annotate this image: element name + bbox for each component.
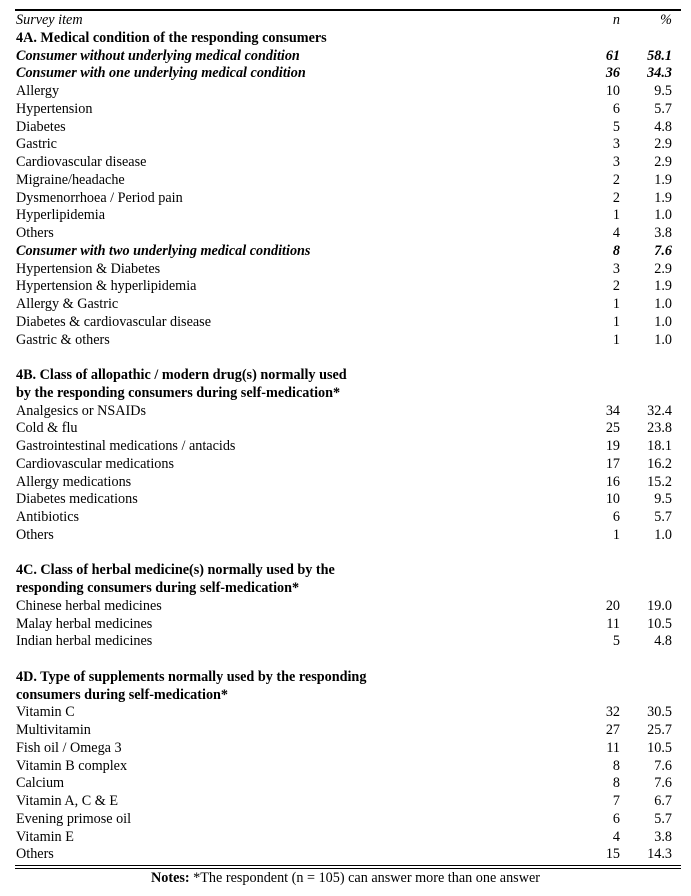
item-label: Diabetes medications xyxy=(16,491,138,508)
table-row xyxy=(16,456,680,474)
count-cell: 8 xyxy=(612,242,620,259)
item-label: Vitamin A, C & E xyxy=(16,793,119,809)
item-label: 4D. Type of supplements normally used by the responding xyxy=(16,668,367,685)
count-cell: 8 xyxy=(612,757,620,774)
table-row xyxy=(16,633,680,651)
notes-label: Notes: xyxy=(151,870,190,886)
count-cell: 6 xyxy=(612,810,620,827)
item-label: Vitamin E xyxy=(16,828,74,845)
table-row xyxy=(16,829,680,847)
percent-cell: 3.8 xyxy=(654,225,672,241)
count-cell xyxy=(586,669,620,687)
percent-cell: 32.4 xyxy=(647,402,672,419)
count-cell: 1 xyxy=(612,331,620,348)
percent-cell xyxy=(620,562,680,580)
item-label: Malay herbal medicines xyxy=(16,615,153,632)
spacer-cell xyxy=(16,349,680,367)
count-cell: 16 xyxy=(605,473,620,490)
percent-cell: 5.7 xyxy=(654,810,672,827)
section-heading-row xyxy=(16,562,680,580)
count-cell: 8 xyxy=(612,775,620,792)
count-cell: 20 xyxy=(605,597,620,614)
table-row xyxy=(16,261,680,279)
table-row xyxy=(16,296,680,314)
percent-cell: 23.8 xyxy=(647,420,672,437)
percent-cell: 5.7 xyxy=(654,100,672,117)
count-cell: 19 xyxy=(605,438,620,454)
table-notes xyxy=(0,869,691,887)
count-cell: 17 xyxy=(605,455,620,472)
count-cell: 4 xyxy=(612,225,620,241)
spacer-cell xyxy=(16,545,680,563)
percent-cell: 58.1 xyxy=(647,47,672,64)
percent-cell: 30.5 xyxy=(647,704,672,721)
count-cell: 2 xyxy=(612,189,620,206)
item-label: Analgesics or NSAIDs xyxy=(16,402,147,419)
count-cell: 25 xyxy=(605,420,620,437)
count-cell: 1 xyxy=(612,296,620,312)
count-cell: 7 xyxy=(612,793,620,809)
count-cell xyxy=(586,687,620,705)
table-row xyxy=(16,225,680,243)
percent-cell: 9.5 xyxy=(654,491,672,508)
table-row xyxy=(16,136,680,154)
item-label: Allergy xyxy=(16,83,60,99)
notes-text: *The respondent (n = 105) can answer more than one answer xyxy=(193,870,540,886)
section-heading-row xyxy=(16,385,680,403)
percent-cell: 1.9 xyxy=(654,171,672,188)
percent-cell: 18.1 xyxy=(647,438,672,454)
table-row xyxy=(16,438,680,456)
count-cell xyxy=(586,580,620,598)
count-cell: 32 xyxy=(605,704,620,721)
item-label: Hypertension xyxy=(16,100,93,117)
count-cell: 34 xyxy=(605,402,620,419)
percent-cell: 1.0 xyxy=(654,296,672,312)
table-row xyxy=(16,704,680,722)
table-row xyxy=(16,811,680,829)
count-cell: 5 xyxy=(612,118,620,135)
count-cell: 3 xyxy=(612,260,620,277)
table-row xyxy=(16,207,680,225)
table-row xyxy=(16,474,680,492)
section-heading-row xyxy=(16,367,680,385)
percent-cell: 9.5 xyxy=(654,83,672,99)
item-label: Cardiovascular disease xyxy=(16,154,147,170)
item-label: Consumer with two underlying medical conditions xyxy=(16,242,311,259)
item-label: Hypertension & Diabetes xyxy=(16,260,161,277)
table-row xyxy=(16,793,680,811)
item-label: Diabetes xyxy=(16,118,66,135)
item-label: Calcium xyxy=(16,775,65,792)
count-cell: 11 xyxy=(606,615,620,632)
table-bottom-rule xyxy=(15,865,681,866)
count-cell: 6 xyxy=(612,509,620,525)
percent-cell: 3.8 xyxy=(654,828,672,845)
table-header-row xyxy=(16,12,680,30)
percent-cell: 1.0 xyxy=(654,313,672,330)
percent-cell: 2.9 xyxy=(654,136,672,153)
table-row xyxy=(16,527,680,545)
item-label: Migraine/headache xyxy=(16,171,125,188)
table-row xyxy=(16,616,680,634)
count-cell: 11 xyxy=(606,739,620,756)
item-label: Others xyxy=(16,846,54,863)
item-label: 4C. Class of herbal medicine(s) normally used by the xyxy=(16,562,335,579)
count-cell: 5 xyxy=(612,633,620,650)
table-body xyxy=(16,12,680,864)
count-cell: 3 xyxy=(612,154,620,170)
percent-cell: 2.9 xyxy=(654,260,672,277)
section-heading-row xyxy=(16,30,680,48)
percent-cell: 1.9 xyxy=(654,189,672,206)
percent-cell xyxy=(620,367,680,385)
count-cell: 10 xyxy=(605,83,620,99)
section-heading-row xyxy=(16,687,680,705)
count-cell: 15 xyxy=(605,846,620,863)
table-row xyxy=(16,278,680,296)
item-label: consumers during self-medication* xyxy=(16,686,229,703)
percent-cell: 7.6 xyxy=(654,242,672,259)
table-row xyxy=(16,172,680,190)
percent-cell xyxy=(620,30,680,48)
spacer-cell xyxy=(16,651,680,669)
table-row xyxy=(16,420,680,438)
percent-cell: 34.3 xyxy=(647,65,672,82)
count-cell: 4 xyxy=(612,828,620,845)
count-cell: 2 xyxy=(612,171,620,188)
percent-cell: 5.7 xyxy=(654,509,672,525)
spacer-row xyxy=(16,545,680,563)
item-label: by the responding consumers during self-medication* xyxy=(16,384,341,401)
count-cell: 27 xyxy=(605,722,620,738)
count-cell: 10 xyxy=(605,491,620,508)
item-label: Consumer with one underlying medical condition xyxy=(16,65,306,82)
item-label: Chinese herbal medicines xyxy=(16,597,162,614)
item-label: Gastrointestinal medications / antacids xyxy=(16,438,236,454)
item-label: Cardiovascular medications xyxy=(16,455,174,472)
table-row xyxy=(16,119,680,137)
percent-cell: 1.9 xyxy=(654,278,672,295)
table-row xyxy=(16,314,680,332)
table-top-rule xyxy=(15,9,681,11)
item-label: Hyperlipidemia xyxy=(16,207,106,224)
subgroup-row xyxy=(16,48,680,66)
table-row xyxy=(16,758,680,776)
table-row xyxy=(16,403,680,421)
count-cell: 1 xyxy=(612,526,620,543)
count-cell xyxy=(586,385,620,403)
table-row xyxy=(16,775,680,793)
item-label: Vitamin C xyxy=(16,704,75,721)
header-item: Survey item xyxy=(16,12,83,28)
count-cell: 61 xyxy=(605,47,620,64)
item-label: Evening primose oil xyxy=(16,810,132,827)
percent-cell: 2.9 xyxy=(654,154,672,170)
spacer-row xyxy=(16,651,680,669)
count-cell: 1 xyxy=(612,313,620,330)
item-label: Dysmenorrhoea / Period pain xyxy=(16,189,183,206)
item-label: Cold & flu xyxy=(16,420,78,437)
item-label: Gastric xyxy=(16,136,57,153)
item-label: Antibiotics xyxy=(16,509,80,525)
item-label: Indian herbal medicines xyxy=(16,633,153,650)
table-row xyxy=(16,846,680,864)
table-row xyxy=(16,101,680,119)
item-label: Others xyxy=(16,526,54,543)
percent-cell xyxy=(620,580,680,598)
percent-cell: 7.6 xyxy=(654,775,672,792)
percent-cell: 7.6 xyxy=(654,757,672,774)
item-label: Others xyxy=(16,225,54,241)
subgroup-row xyxy=(16,243,680,261)
item-label: Gastric & others xyxy=(16,331,110,348)
item-label: Fish oil / Omega 3 xyxy=(16,739,122,756)
count-cell: 6 xyxy=(612,100,620,117)
item-label: Consumer without underlying medical condition xyxy=(16,47,300,64)
item-label: Allergy medications xyxy=(16,473,132,490)
count-cell: 36 xyxy=(605,65,620,82)
section-heading-row xyxy=(16,580,680,598)
count-cell xyxy=(586,367,620,385)
table-row xyxy=(16,722,680,740)
percent-cell xyxy=(620,385,680,403)
item-label: Allergy & Gastric xyxy=(16,296,119,312)
percent-cell: 6.7 xyxy=(654,793,672,809)
percent-cell xyxy=(620,669,680,687)
percent-cell: 4.8 xyxy=(654,633,672,650)
table-row xyxy=(16,740,680,758)
count-cell: 3 xyxy=(612,136,620,153)
table-row xyxy=(16,598,680,616)
header-percent: % xyxy=(660,12,672,28)
item-label: Vitamin B complex xyxy=(16,757,128,774)
count-cell xyxy=(586,30,620,48)
table-row xyxy=(16,190,680,208)
survey-table xyxy=(16,12,680,864)
percent-cell: 19.0 xyxy=(647,597,672,614)
table-row xyxy=(16,154,680,172)
item-label: 4B. Class of allopathic / modern drug(s) normally used xyxy=(16,367,347,383)
percent-cell: 15.2 xyxy=(647,473,672,490)
section-heading-row xyxy=(16,669,680,687)
item-label: Multivitamin xyxy=(16,722,91,738)
header-n: n xyxy=(612,12,620,28)
percent-cell xyxy=(620,687,680,705)
count-cell xyxy=(586,562,620,580)
percent-cell: 10.5 xyxy=(647,739,672,756)
table-row xyxy=(16,332,680,350)
table-row xyxy=(16,491,680,509)
item-label: Diabetes & cardiovascular disease xyxy=(16,313,211,330)
table-row xyxy=(16,83,680,101)
item-label: responding consumers during self-medication* xyxy=(16,580,300,596)
count-cell: 2 xyxy=(612,278,620,295)
percent-cell: 16.2 xyxy=(647,455,672,472)
percent-cell: 1.0 xyxy=(654,331,672,348)
percent-cell: 1.0 xyxy=(654,526,672,543)
subgroup-row xyxy=(16,65,680,83)
item-label: Hypertension & hyperlipidemia xyxy=(16,278,197,295)
table-row xyxy=(16,509,680,527)
item-label: 4A. Medical condition of the responding consumers xyxy=(16,29,327,46)
count-cell: 1 xyxy=(612,207,620,224)
percent-cell: 14.3 xyxy=(647,846,672,863)
spacer-row xyxy=(16,349,680,367)
percent-cell: 10.5 xyxy=(647,615,672,632)
percent-cell: 1.0 xyxy=(654,207,672,224)
percent-cell: 25.7 xyxy=(647,722,672,738)
percent-cell: 4.8 xyxy=(654,118,672,135)
